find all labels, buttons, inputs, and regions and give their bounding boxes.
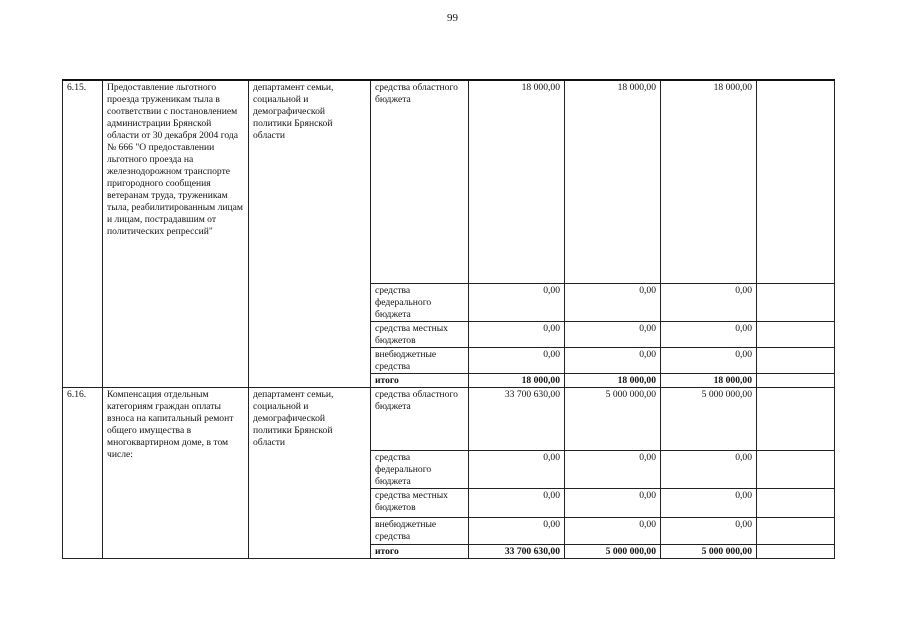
table-row: [63, 80, 835, 283]
item-number: 6.15.: [63, 80, 103, 387]
value-year-3: 0,00: [661, 450, 757, 488]
value-year-2: 5 000 000,00: [565, 544, 661, 558]
item-executor: департамент семьи, социальной и демографической политики Брянской области: [249, 387, 371, 558]
item-executor: департамент семьи, социальной и демографической политики Брянской области: [249, 80, 371, 387]
source-label: внебюджетные средства: [371, 347, 469, 373]
value-year-2: 5 000 000,00: [565, 387, 661, 450]
item-title: Компенсация отдельным категориям граждан оплаты взноса на капитальный ремонт общего имущества в многоквартирном доме, в том числе:: [103, 387, 249, 558]
source-label: средства федерального бюджета: [371, 283, 469, 321]
empty-cell: [757, 488, 835, 517]
source-label: средства областного бюджета: [371, 80, 469, 283]
value-year-3: 5 000 000,00: [661, 387, 757, 450]
empty-cell: [757, 544, 835, 558]
empty-cell: [757, 517, 835, 544]
value-year-2: 0,00: [565, 488, 661, 517]
value-year-3: 0,00: [661, 283, 757, 321]
value-year-3: 18 000,00: [661, 373, 757, 387]
value-year-1: 33 700 630,00: [469, 387, 565, 450]
value-year-1: 18 000,00: [469, 373, 565, 387]
source-label: средства местных бюджетов: [371, 321, 469, 347]
value-year-2: 0,00: [565, 517, 661, 544]
value-year-1: 33 700 630,00: [469, 544, 565, 558]
value-year-3: 0,00: [661, 321, 757, 347]
value-year-2: 0,00: [565, 321, 661, 347]
value-year-3: 0,00: [661, 517, 757, 544]
item-title: Предоставление льготного проезда труженикам тыла в соответствии с постановлением администрации Брянской области от 30 декабря 2004 года № 666 "О предоставлении льготного проезда на железнодорожном транспорте пригородного сообщения ветеранам труда, труженикам тыла, реабилитированным лицам и лицам, пострадавшим от политических репрессий": [103, 80, 249, 387]
program-table: [62, 79, 835, 559]
item-number: 6.16.: [63, 387, 103, 558]
page-number: 99: [447, 12, 458, 24]
empty-cell: [757, 321, 835, 347]
value-year-2: 18 000,00: [565, 80, 661, 283]
value-year-1: 0,00: [469, 517, 565, 544]
source-label: итого: [371, 544, 469, 558]
value-year-1: 0,00: [469, 488, 565, 517]
empty-cell: [757, 283, 835, 321]
empty-cell: [757, 450, 835, 488]
source-label: средства местных бюджетов: [371, 488, 469, 517]
empty-cell: [757, 387, 835, 450]
value-year-3: 5 000 000,00: [661, 544, 757, 558]
value-year-3: 18 000,00: [661, 80, 757, 283]
empty-cell: [757, 80, 835, 283]
value-year-2: 18 000,00: [565, 373, 661, 387]
value-year-1: 0,00: [469, 347, 565, 373]
value-year-3: 0,00: [661, 488, 757, 517]
value-year-2: 0,00: [565, 283, 661, 321]
value-year-2: 0,00: [565, 347, 661, 373]
value-year-2: 0,00: [565, 450, 661, 488]
source-label: внебюджетные средства: [371, 517, 469, 544]
source-label: средства областного бюджета: [371, 387, 469, 450]
source-label: итого: [371, 373, 469, 387]
value-year-1: 0,00: [469, 321, 565, 347]
value-year-3: 0,00: [661, 347, 757, 373]
table-row: [63, 387, 835, 450]
empty-cell: [757, 373, 835, 387]
source-label: средства федерального бюджета: [371, 450, 469, 488]
value-year-1: 18 000,00: [469, 80, 565, 283]
value-year-1: 0,00: [469, 283, 565, 321]
value-year-1: 0,00: [469, 450, 565, 488]
empty-cell: [757, 347, 835, 373]
